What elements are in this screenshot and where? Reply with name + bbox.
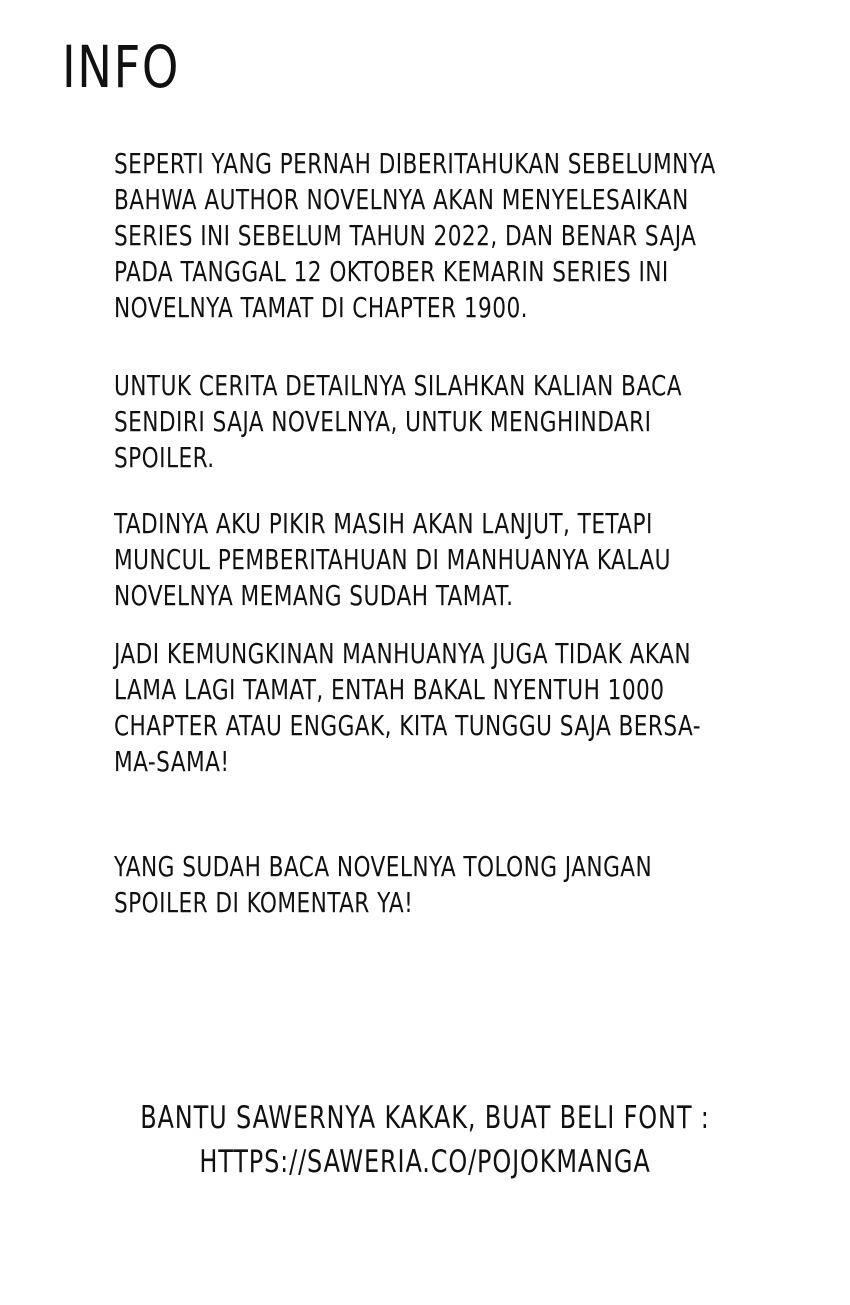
paragraph-manhua-ending: JADI KEMUNGKINAN MANHUANYA JUGA TIDAK AKAN LAMA LAGI TAMAT, ENTAH BAKAL NYENTUH 1000 CHAPTER ATAU ENGGAK, KITA TUNGGU SAJA BERSA- MA-SAMA! — [114, 637, 702, 778]
paragraph-no-spoiler: YANG SUDAH BACA NOVELNYA TOLONG JANGAN SPOILER DI KOMENTAR YA! — [114, 850, 653, 919]
page-title: INFO — [62, 33, 181, 101]
saweria-link[interactable]: HTTPS://SAWERIA.CO/POJOKMANGA — [199, 1144, 651, 1180]
support-footer — [0, 1096, 850, 1184]
paragraph-announcement: TADINYA AKU PIKIR MASIH AKAN LANJUT, TETAPI MUNCUL PEMBERITAHUAN DI MANHUANYA KALAU NOVELNYA MEMANG SUDAH TAMAT. — [114, 507, 671, 612]
support-text: BANTU SAWERNYA KAKAK, BUAT BELI FONT : — [140, 1100, 710, 1136]
paragraph-read-novel: UNTUK CERITA DETAILNYA SILAHKAN KALIAN BACA SENDIRI SAJA NOVELNYA, UNTUK MENGHINDARI SPOILER. — [114, 369, 682, 474]
paragraph-novel-ending: SEPERTI YANG PERNAH DIBERITAHUKAN SEBELUMNYA BAHWA AUTHOR NOVELNYA AKAN MENYELESAIKAN SERIES INI SEBELUM TAHUN 2022, DAN BENAR SAJA PADA TANGGAL 12 OKTOBER KEMARIN SERIES INI NOVELNYA TAMAT DI CHAPTER 1900. — [114, 147, 716, 324]
